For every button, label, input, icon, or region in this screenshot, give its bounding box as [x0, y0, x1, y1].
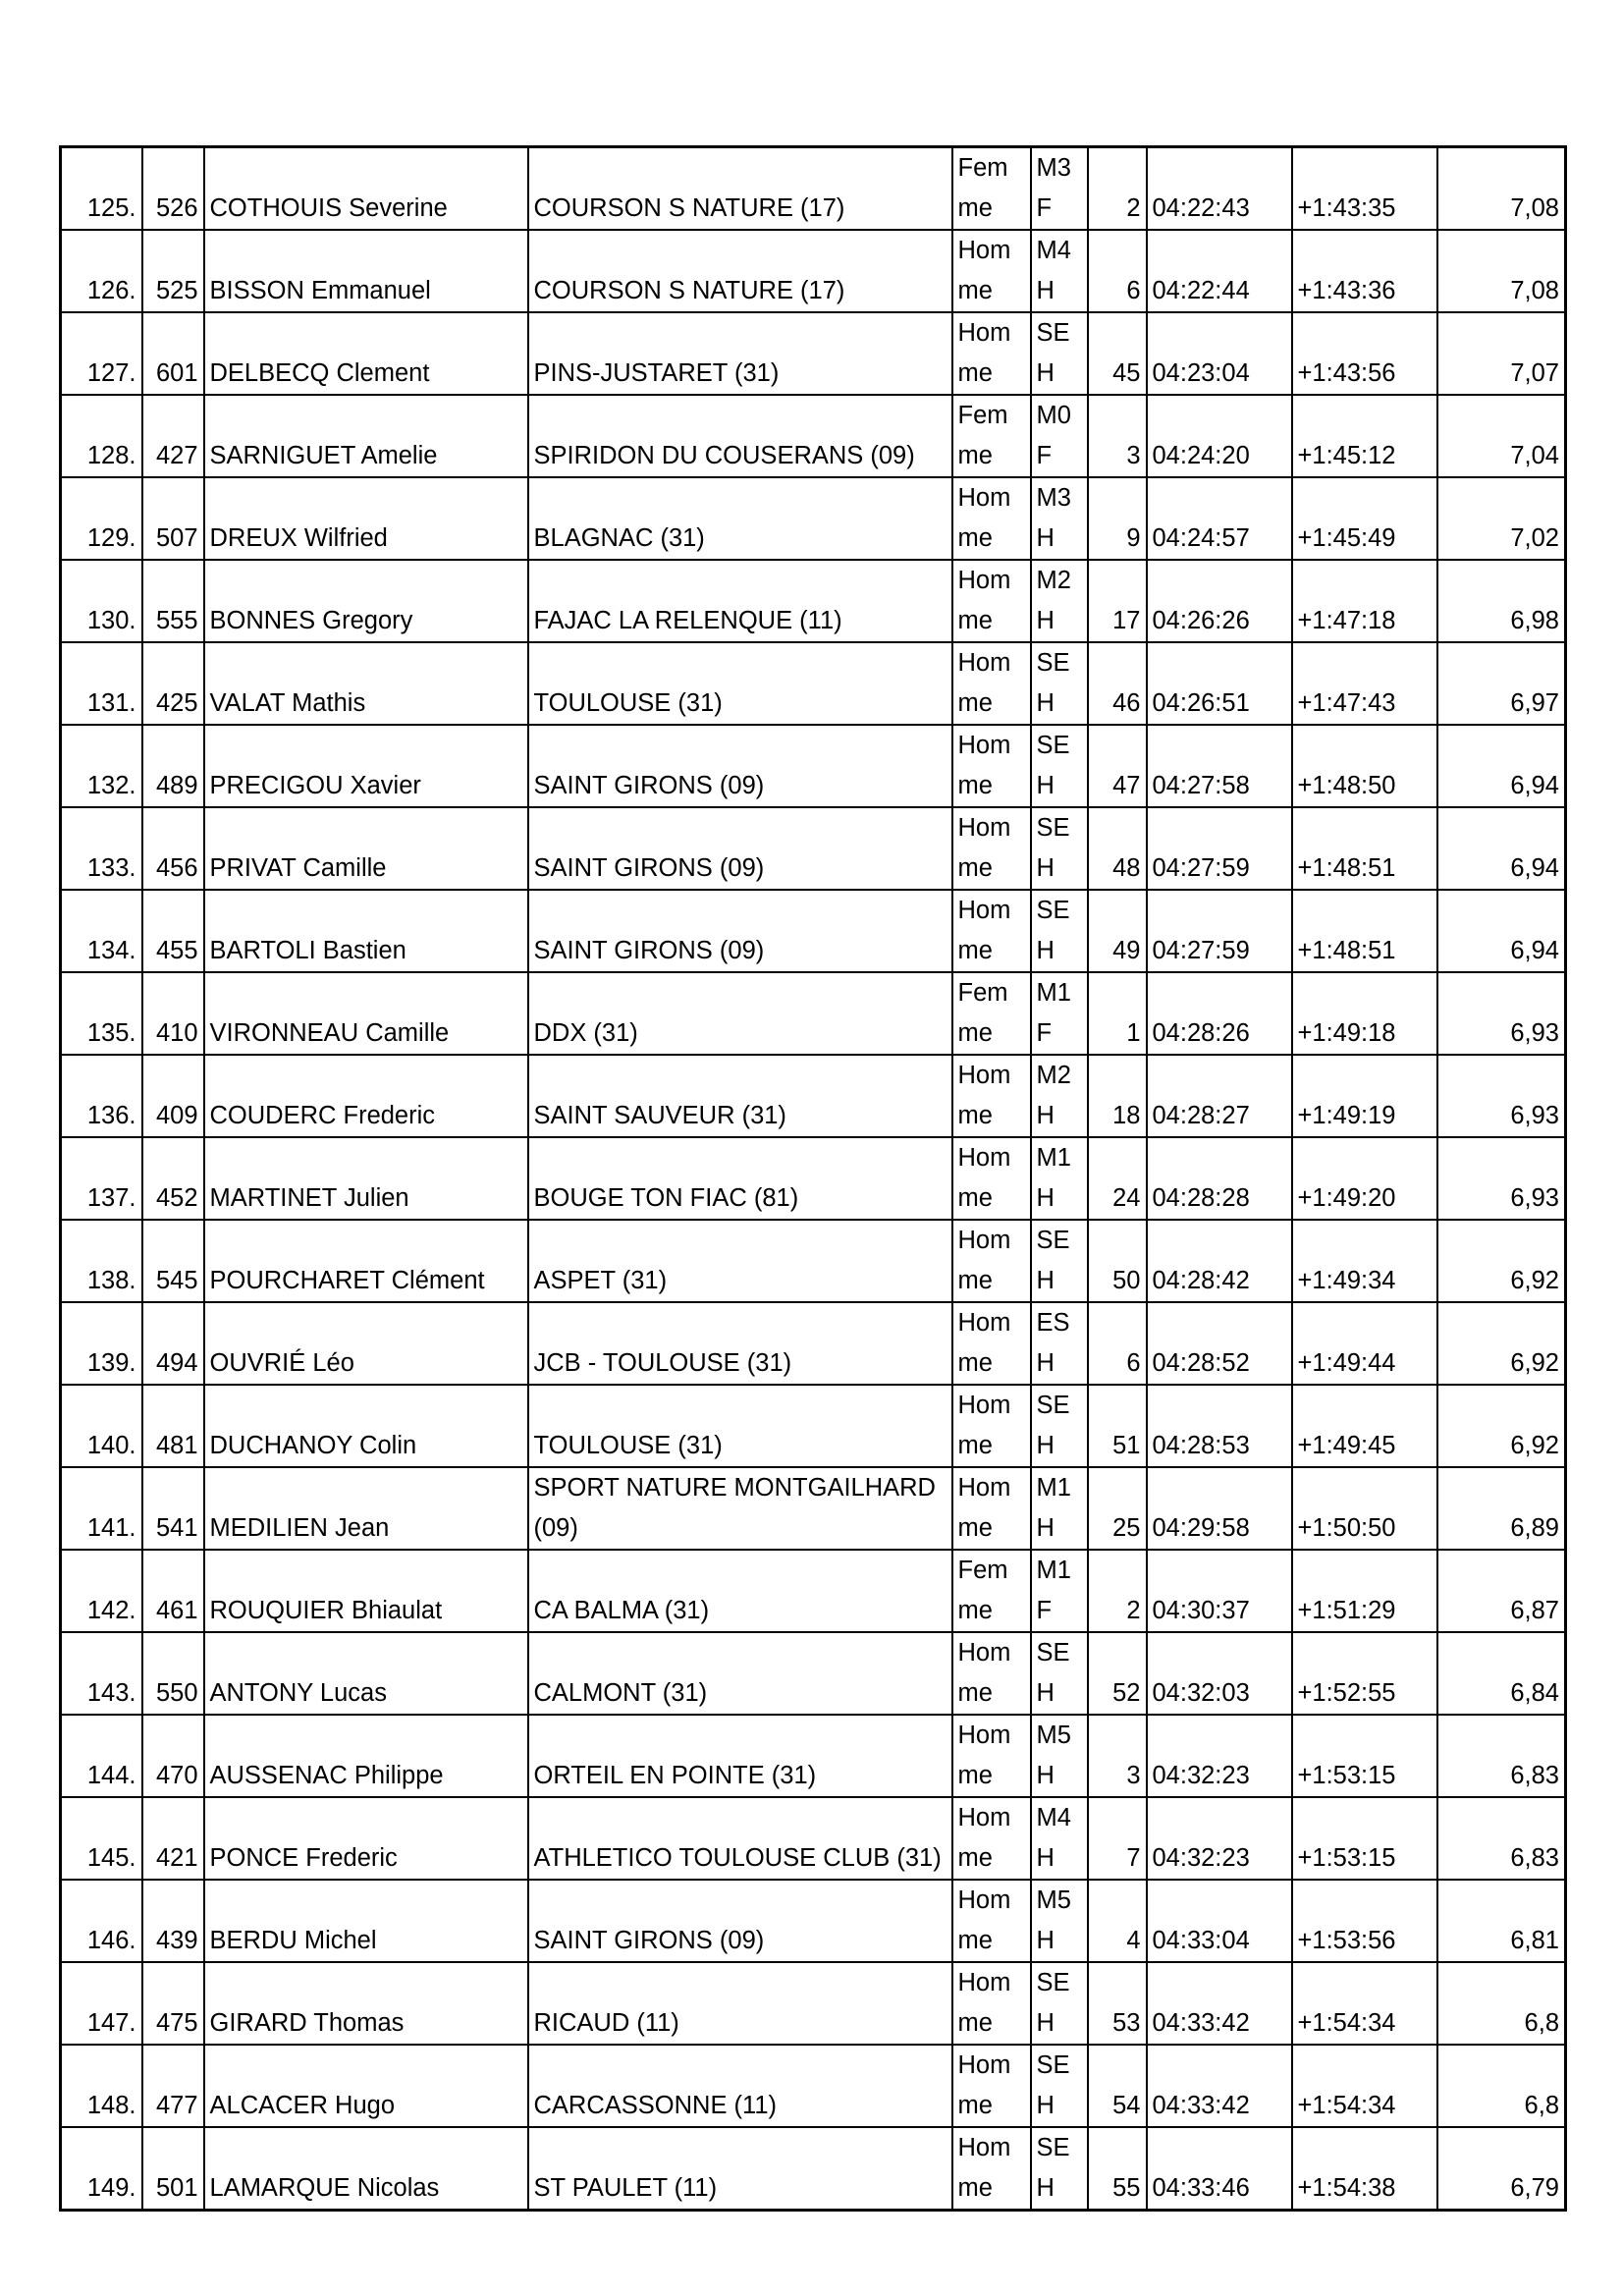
cell-finish-time: 04:32:03 [1147, 1632, 1292, 1715]
cell-speed: 7,08 [1437, 147, 1566, 231]
cell-category: SEH [1031, 2045, 1088, 2127]
table-row [61, 312, 1566, 395]
cell-speed: 7,02 [1437, 477, 1566, 560]
cell-category-position: 45 [1088, 312, 1147, 395]
cell-name: DELBECQ Clement [204, 312, 528, 395]
cell-category: SEH [1031, 642, 1088, 725]
cell-category: M3F [1031, 147, 1088, 231]
cell-finish-time: 04:26:51 [1147, 642, 1292, 725]
cell-sex: Homme [952, 642, 1031, 725]
cell-category: M1H [1031, 1137, 1088, 1220]
cell-name: LAMARQUE Nicolas [204, 2127, 528, 2211]
cell-speed: 6,83 [1437, 1715, 1566, 1797]
cell-gap: +1:43:56 [1292, 312, 1437, 395]
cell-category: SEH [1031, 1385, 1088, 1467]
cell-category: SEH [1031, 890, 1088, 972]
cell-gap: +1:48:51 [1292, 807, 1437, 890]
cell-gap: +1:49:34 [1292, 1220, 1437, 1302]
table-row [61, 2045, 1566, 2127]
cell-name: BERDU Michel [204, 1880, 528, 1962]
table-row [61, 2127, 1566, 2211]
cell-speed: 6,92 [1437, 1302, 1566, 1385]
cell-bib: 501 [142, 2127, 204, 2211]
cell-bib: 425 [142, 642, 204, 725]
table-row [61, 230, 1566, 312]
cell-gap: +1:47:43 [1292, 642, 1437, 725]
cell-finish-time: 04:30:37 [1147, 1550, 1292, 1632]
cell-rank: 140. [61, 1385, 142, 1467]
table-row [61, 1880, 1566, 1962]
cell-gap: +1:49:20 [1292, 1137, 1437, 1220]
cell-sex: Femme [952, 147, 1031, 231]
cell-gap: +1:45:12 [1292, 395, 1437, 477]
cell-speed: 6,79 [1437, 2127, 1566, 2211]
cell-speed: 6,94 [1437, 807, 1566, 890]
cell-category: SEH [1031, 725, 1088, 807]
cell-sex: Homme [952, 1302, 1031, 1385]
cell-gap: +1:43:35 [1292, 147, 1437, 231]
cell-sex: Homme [952, 1385, 1031, 1467]
cell-rank: 126. [61, 230, 142, 312]
cell-category-position: 2 [1088, 147, 1147, 231]
cell-sex: Homme [952, 890, 1031, 972]
cell-gap: +1:48:51 [1292, 890, 1437, 972]
cell-rank: 138. [61, 1220, 142, 1302]
cell-bib: 541 [142, 1467, 204, 1550]
cell-club: SAINT GIRONS (09) [528, 725, 952, 807]
cell-category-position: 48 [1088, 807, 1147, 890]
cell-finish-time: 04:28:53 [1147, 1385, 1292, 1467]
cell-bib: 545 [142, 1220, 204, 1302]
cell-name: BONNES Gregory [204, 560, 528, 642]
cell-club: SAINT GIRONS (09) [528, 807, 952, 890]
cell-speed: 6,98 [1437, 560, 1566, 642]
table-row [61, 725, 1566, 807]
cell-speed: 6,93 [1437, 1137, 1566, 1220]
cell-club: CALMONT (31) [528, 1632, 952, 1715]
cell-rank: 145. [61, 1797, 142, 1880]
cell-name: ANTONY Lucas [204, 1632, 528, 1715]
cell-category-position: 7 [1088, 1797, 1147, 1880]
cell-name: GIRARD Thomas [204, 1962, 528, 2045]
cell-category: M2H [1031, 560, 1088, 642]
cell-bib: 410 [142, 972, 204, 1055]
cell-speed: 6,84 [1437, 1632, 1566, 1715]
cell-finish-time: 04:28:42 [1147, 1220, 1292, 1302]
cell-name: AUSSENAC Philippe [204, 1715, 528, 1797]
cell-name: PONCE Frederic [204, 1797, 528, 1880]
table-row [61, 1385, 1566, 1467]
cell-bib: 475 [142, 1962, 204, 2045]
cell-bib: 439 [142, 1880, 204, 1962]
cell-name: OUVRIÉ Léo [204, 1302, 528, 1385]
cell-category: M4H [1031, 1797, 1088, 1880]
table-row [61, 972, 1566, 1055]
cell-bib: 455 [142, 890, 204, 972]
cell-category: SEH [1031, 312, 1088, 395]
cell-club: ATHLETICO TOULOUSE CLUB (31) [528, 1797, 952, 1880]
cell-rank: 135. [61, 972, 142, 1055]
cell-category-position: 54 [1088, 2045, 1147, 2127]
cell-speed: 6,8 [1437, 1962, 1566, 2045]
cell-speed: 7,07 [1437, 312, 1566, 395]
cell-rank: 125. [61, 147, 142, 231]
cell-sex: Homme [952, 1715, 1031, 1797]
cell-finish-time: 04:29:58 [1147, 1467, 1292, 1550]
cell-bib: 526 [142, 147, 204, 231]
cell-bib: 481 [142, 1385, 204, 1467]
cell-speed: 7,08 [1437, 230, 1566, 312]
cell-speed: 6,83 [1437, 1797, 1566, 1880]
cell-club: SAINT GIRONS (09) [528, 1880, 952, 1962]
cell-gap: +1:53:15 [1292, 1797, 1437, 1880]
cell-category: M4H [1031, 230, 1088, 312]
cell-rank: 144. [61, 1715, 142, 1797]
cell-club: CARCASSONNE (11) [528, 2045, 952, 2127]
cell-category-position: 25 [1088, 1467, 1147, 1550]
cell-rank: 128. [61, 395, 142, 477]
cell-gap: +1:54:34 [1292, 1962, 1437, 2045]
table-row [61, 147, 1566, 231]
cell-finish-time: 04:32:23 [1147, 1715, 1292, 1797]
cell-speed: 6,94 [1437, 725, 1566, 807]
table-row [61, 560, 1566, 642]
cell-speed: 6,97 [1437, 642, 1566, 725]
cell-finish-time: 04:28:26 [1147, 972, 1292, 1055]
cell-name: SARNIGUET Amelie [204, 395, 528, 477]
cell-speed: 6,81 [1437, 1880, 1566, 1962]
cell-name: DUCHANOY Colin [204, 1385, 528, 1467]
cell-club: TOULOUSE (31) [528, 642, 952, 725]
cell-finish-time: 04:27:58 [1147, 725, 1292, 807]
cell-category-position: 9 [1088, 477, 1147, 560]
cell-category: M1H [1031, 1467, 1088, 1550]
cell-finish-time: 04:33:42 [1147, 2045, 1292, 2127]
cell-club: ST PAULET (11) [528, 2127, 952, 2211]
cell-category: ESH [1031, 1302, 1088, 1385]
cell-sex: Homme [952, 1055, 1031, 1137]
cell-bib: 452 [142, 1137, 204, 1220]
cell-category-position: 24 [1088, 1137, 1147, 1220]
cell-category-position: 51 [1088, 1385, 1147, 1467]
cell-bib: 456 [142, 807, 204, 890]
cell-category: M1F [1031, 972, 1088, 1055]
cell-sex: Homme [952, 312, 1031, 395]
cell-club: ORTEIL EN POINTE (31) [528, 1715, 952, 1797]
cell-bib: 461 [142, 1550, 204, 1632]
cell-club: SAINT SAUVEUR (31) [528, 1055, 952, 1137]
cell-rank: 132. [61, 725, 142, 807]
cell-name: ALCACER Hugo [204, 2045, 528, 2127]
cell-finish-time: 04:28:27 [1147, 1055, 1292, 1137]
cell-rank: 133. [61, 807, 142, 890]
cell-category: SEH [1031, 1220, 1088, 1302]
table-row [61, 1797, 1566, 1880]
table-row [61, 807, 1566, 890]
table-row [61, 1550, 1566, 1632]
cell-gap: +1:54:38 [1292, 2127, 1437, 2211]
cell-bib: 409 [142, 1055, 204, 1137]
table-row [61, 890, 1566, 972]
cell-category-position: 17 [1088, 560, 1147, 642]
cell-gap: +1:50:50 [1292, 1467, 1437, 1550]
cell-name: ROUQUIER Bhiaulat [204, 1550, 528, 1632]
cell-category-position: 4 [1088, 1880, 1147, 1962]
table-row [61, 1220, 1566, 1302]
cell-gap: +1:49:45 [1292, 1385, 1437, 1467]
cell-club: RICAUD (11) [528, 1962, 952, 2045]
cell-sex: Homme [952, 1467, 1031, 1550]
cell-rank: 142. [61, 1550, 142, 1632]
cell-name: COUDERC Frederic [204, 1055, 528, 1137]
cell-category-position: 1 [1088, 972, 1147, 1055]
table-row [61, 642, 1566, 725]
cell-category-position: 50 [1088, 1220, 1147, 1302]
cell-name: VIRONNEAU Camille [204, 972, 528, 1055]
cell-club: COURSON S NATURE (17) [528, 230, 952, 312]
cell-club: DDX (31) [528, 972, 952, 1055]
cell-category-position: 47 [1088, 725, 1147, 807]
cell-club: FAJAC LA RELENQUE (11) [528, 560, 952, 642]
cell-bib: 601 [142, 312, 204, 395]
cell-sex: Homme [952, 725, 1031, 807]
cell-gap: +1:54:34 [1292, 2045, 1437, 2127]
table-row [61, 395, 1566, 477]
cell-finish-time: 04:27:59 [1147, 807, 1292, 890]
cell-gap: +1:47:18 [1292, 560, 1437, 642]
cell-sex: Homme [952, 2127, 1031, 2211]
cell-finish-time: 04:26:26 [1147, 560, 1292, 642]
cell-bib: 550 [142, 1632, 204, 1715]
cell-rank: 148. [61, 2045, 142, 2127]
cell-sex: Femme [952, 395, 1031, 477]
cell-sex: Homme [952, 230, 1031, 312]
cell-club: JCB - TOULOUSE (31) [528, 1302, 952, 1385]
cell-name: BARTOLI Bastien [204, 890, 528, 972]
cell-category: SEH [1031, 807, 1088, 890]
cell-sex: Homme [952, 1797, 1031, 1880]
cell-bib: 555 [142, 560, 204, 642]
cell-gap: +1:49:44 [1292, 1302, 1437, 1385]
cell-rank: 149. [61, 2127, 142, 2211]
cell-finish-time: 04:22:43 [1147, 147, 1292, 231]
cell-gap: +1:45:49 [1292, 477, 1437, 560]
cell-club: SPIRIDON DU COUSERANS (09) [528, 395, 952, 477]
cell-name: BISSON Emmanuel [204, 230, 528, 312]
cell-category-position: 18 [1088, 1055, 1147, 1137]
cell-name: PRECIGOU Xavier [204, 725, 528, 807]
cell-sex: Homme [952, 2045, 1031, 2127]
cell-club: SAINT GIRONS (09) [528, 890, 952, 972]
cell-sex: Femme [952, 972, 1031, 1055]
cell-category-position: 53 [1088, 1962, 1147, 2045]
cell-rank: 147. [61, 1962, 142, 2045]
cell-bib: 507 [142, 477, 204, 560]
cell-category: SEH [1031, 1962, 1088, 2045]
table-row [61, 1715, 1566, 1797]
cell-gap: +1:43:36 [1292, 230, 1437, 312]
table-row [61, 1632, 1566, 1715]
cell-name: POURCHARET Clément [204, 1220, 528, 1302]
cell-rank: 127. [61, 312, 142, 395]
cell-finish-time: 04:22:44 [1147, 230, 1292, 312]
cell-name: MARTINET Julien [204, 1137, 528, 1220]
cell-category-position: 6 [1088, 230, 1147, 312]
cell-sex: Homme [952, 560, 1031, 642]
cell-speed: 6,8 [1437, 2045, 1566, 2127]
cell-gap: +1:51:29 [1292, 1550, 1437, 1632]
cell-category-position: 49 [1088, 890, 1147, 972]
cell-category-position: 2 [1088, 1550, 1147, 1632]
cell-category: SEH [1031, 1632, 1088, 1715]
cell-name: COTHOUIS Severine [204, 147, 528, 231]
table-row [61, 1962, 1566, 2045]
cell-speed: 6,93 [1437, 1055, 1566, 1137]
cell-bib: 421 [142, 1797, 204, 1880]
cell-category-position: 55 [1088, 2127, 1147, 2211]
cell-sex: Homme [952, 1220, 1031, 1302]
cell-club: BOUGE TON FIAC (81) [528, 1137, 952, 1220]
table-row [61, 1137, 1566, 1220]
cell-sex: Femme [952, 1550, 1031, 1632]
cell-rank: 141. [61, 1467, 142, 1550]
cell-rank: 136. [61, 1055, 142, 1137]
table-row [61, 1467, 1566, 1550]
cell-finish-time: 04:33:04 [1147, 1880, 1292, 1962]
cell-name: PRIVAT Camille [204, 807, 528, 890]
cell-club: TOULOUSE (31) [528, 1385, 952, 1467]
cell-rank: 131. [61, 642, 142, 725]
cell-gap: +1:53:15 [1292, 1715, 1437, 1797]
cell-finish-time: 04:24:20 [1147, 395, 1292, 477]
cell-rank: 137. [61, 1137, 142, 1220]
cell-club: SPORT NATURE MONTGAILHARD (09) [528, 1467, 952, 1550]
cell-speed: 6,92 [1437, 1220, 1566, 1302]
cell-category: M2H [1031, 1055, 1088, 1137]
cell-bib: 427 [142, 395, 204, 477]
cell-gap: +1:52:55 [1292, 1632, 1437, 1715]
cell-club: BLAGNAC (31) [528, 477, 952, 560]
cell-sex: Homme [952, 1880, 1031, 1962]
cell-name: VALAT Mathis [204, 642, 528, 725]
cell-category-position: 46 [1088, 642, 1147, 725]
cell-name: MEDILIEN Jean [204, 1467, 528, 1550]
cell-sex: Homme [952, 1137, 1031, 1220]
cell-category: M3H [1031, 477, 1088, 560]
cell-rank: 129. [61, 477, 142, 560]
cell-name: DREUX Wilfried [204, 477, 528, 560]
cell-speed: 6,89 [1437, 1467, 1566, 1550]
cell-finish-time: 04:33:46 [1147, 2127, 1292, 2211]
cell-rank: 134. [61, 890, 142, 972]
cell-category-position: 6 [1088, 1302, 1147, 1385]
cell-bib: 489 [142, 725, 204, 807]
cell-gap: +1:48:50 [1292, 725, 1437, 807]
cell-finish-time: 04:24:57 [1147, 477, 1292, 560]
cell-finish-time: 04:32:23 [1147, 1797, 1292, 1880]
cell-finish-time: 04:27:59 [1147, 890, 1292, 972]
cell-rank: 139. [61, 1302, 142, 1385]
table-row [61, 1302, 1566, 1385]
cell-category-position: 52 [1088, 1632, 1147, 1715]
cell-category: M5H [1031, 1880, 1088, 1962]
cell-speed: 6,94 [1437, 890, 1566, 972]
cell-finish-time: 04:23:04 [1147, 312, 1292, 395]
cell-speed: 6,93 [1437, 972, 1566, 1055]
cell-rank: 143. [61, 1632, 142, 1715]
cell-sex: Homme [952, 477, 1031, 560]
cell-category: M5H [1031, 1715, 1088, 1797]
cell-gap: +1:49:18 [1292, 972, 1437, 1055]
cell-category-position: 3 [1088, 395, 1147, 477]
cell-category: SEH [1031, 2127, 1088, 2211]
cell-club: PINS-JUSTARET (31) [528, 312, 952, 395]
cell-club: CA BALMA (31) [528, 1550, 952, 1632]
cell-speed: 6,92 [1437, 1385, 1566, 1467]
cell-finish-time: 04:28:52 [1147, 1302, 1292, 1385]
cell-rank: 146. [61, 1880, 142, 1962]
cell-category: M1F [1031, 1550, 1088, 1632]
race-results-table [59, 145, 1567, 2212]
cell-sex: Homme [952, 1632, 1031, 1715]
cell-club: ASPET (31) [528, 1220, 952, 1302]
cell-bib: 525 [142, 230, 204, 312]
cell-rank: 130. [61, 560, 142, 642]
cell-finish-time: 04:33:42 [1147, 1962, 1292, 2045]
table-row [61, 1055, 1566, 1137]
cell-category: M0F [1031, 395, 1088, 477]
cell-speed: 6,87 [1437, 1550, 1566, 1632]
cell-gap: +1:49:19 [1292, 1055, 1437, 1137]
cell-finish-time: 04:28:28 [1147, 1137, 1292, 1220]
cell-sex: Homme [952, 807, 1031, 890]
cell-club: COURSON S NATURE (17) [528, 147, 952, 231]
cell-sex: Homme [952, 1962, 1031, 2045]
cell-bib: 477 [142, 2045, 204, 2127]
cell-gap: +1:53:56 [1292, 1880, 1437, 1962]
cell-speed: 7,04 [1437, 395, 1566, 477]
cell-bib: 494 [142, 1302, 204, 1385]
results-body [61, 147, 1566, 2211]
table-row [61, 477, 1566, 560]
cell-bib: 470 [142, 1715, 204, 1797]
cell-category-position: 3 [1088, 1715, 1147, 1797]
